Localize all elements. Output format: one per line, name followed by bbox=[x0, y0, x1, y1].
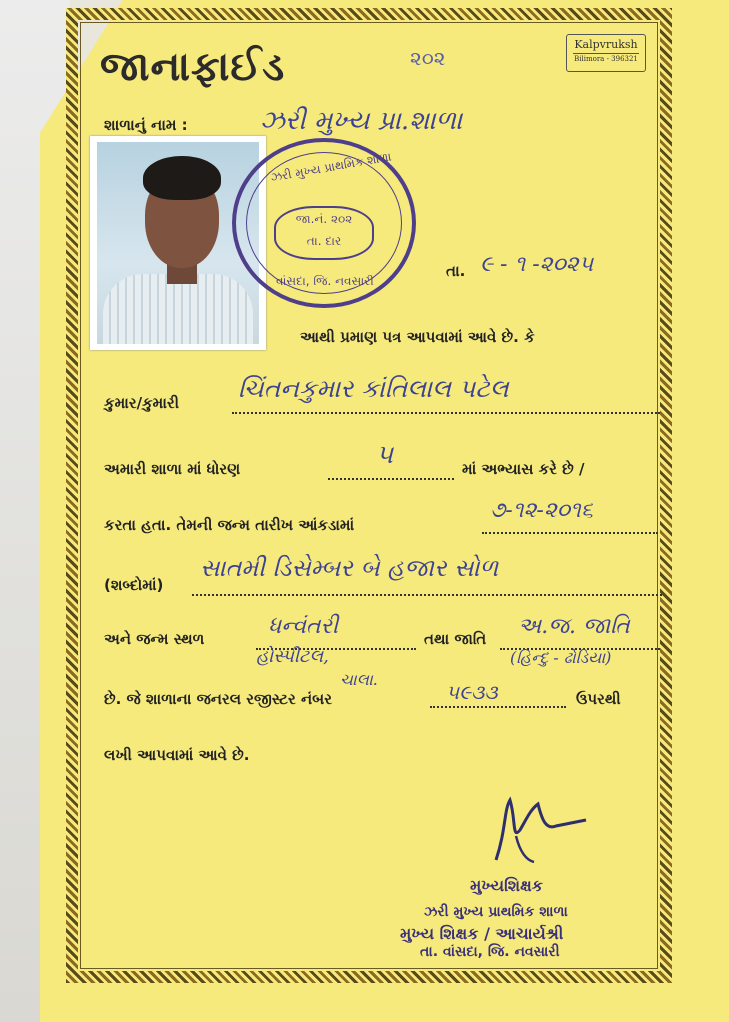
school-name-label: શાળાનું નામ : bbox=[104, 116, 188, 134]
signature-title: મુખ્યશિક્ષક bbox=[470, 876, 543, 895]
birthplace-value-line3: ચાલા. bbox=[340, 670, 378, 689]
dob-dotted-line bbox=[482, 532, 658, 534]
register-label: છે. જે શાળાના જનરલ રજીસ્ટર નંબર bbox=[104, 690, 332, 708]
date-value: ૯ - ૧ -૨૦૨૫ bbox=[480, 252, 594, 277]
standard-dotted-line bbox=[328, 478, 454, 480]
register-dotted-line bbox=[430, 706, 566, 708]
signature-stamp-line1: ઝરી મુખ્ય પ્રાથમિક શાળા bbox=[424, 904, 568, 920]
caste-label: તથા જાતિ bbox=[424, 630, 487, 648]
intro-text: આથી પ્રમાણ પત્ર આપવામાં આવે છે. કે bbox=[300, 328, 535, 346]
caste-subvalue: (હિન્દુ - ઢોડિયા) bbox=[510, 648, 612, 667]
signature-stamp-line2: મુખ્ય શિક્ષક / આચાર્યશ્રી bbox=[400, 924, 564, 943]
dob-label: કરતા હતા. તેમની જન્મ તારીખ આંકડામાં bbox=[104, 516, 355, 534]
standard-value: ૫ bbox=[376, 440, 394, 470]
birthplace-value-line2: હોસ્પીટલ, bbox=[256, 646, 329, 667]
handwritten-serial-number: ૨૦૨ bbox=[410, 46, 446, 70]
printer-logo-place: Bilimora - 396321 bbox=[574, 55, 638, 63]
register-suffix: ઉપરથી bbox=[576, 690, 621, 708]
seal-bottom-text: વાંસદા, જિ. નવસારી bbox=[276, 274, 374, 288]
school-name-value: ઝરી મુખ્ય પ્રા.શાળા bbox=[260, 106, 463, 136]
dob-words-dotted-line bbox=[192, 594, 662, 596]
birthplace-value: ધન્વંતરી bbox=[268, 614, 339, 639]
birthplace-label: અને જન્મ સ્થળ bbox=[104, 630, 205, 648]
seal-inner-line2: તા. દાર bbox=[306, 234, 342, 248]
certificate-title: જાનાફાઈડ bbox=[100, 44, 286, 90]
principal-signature bbox=[486, 790, 596, 870]
dob-words-label: (શબ્દોમાં) bbox=[104, 576, 164, 594]
printer-logo-name: Kalpvruksh bbox=[574, 38, 638, 51]
closing-text: લખી આપવામાં આવે છે. bbox=[104, 746, 250, 764]
printer-logo bbox=[566, 34, 646, 72]
dob-words-value: સાતમી ડિસેમ્બર બે હજાર સોળ bbox=[200, 554, 499, 582]
signature-stamp-line3: તા. વાંસદા, જિ. નવસારી bbox=[420, 944, 560, 960]
seal-inner-line1: જા.નં. ૨૦૨ bbox=[295, 212, 353, 226]
register-value: ૫૯૩૩ bbox=[446, 680, 498, 704]
dob-value: ૭-૧૨-૨૦૧૬ bbox=[490, 498, 594, 523]
standard-label: અમારી શાળા માં ધોરણ bbox=[104, 460, 241, 478]
student-name-value: ચિંતનકુમાર કાંતિલાલ પટેલ bbox=[238, 374, 509, 403]
caste-value: અ.જ. જાતિ bbox=[518, 614, 630, 639]
student-dotted-line bbox=[232, 412, 660, 414]
seal-top-text: ઝરી મુખ્ય પ્રાથમિક શાળા bbox=[269, 149, 393, 185]
standard-suffix: માં અભ્યાસ કરે છે / bbox=[462, 460, 585, 478]
school-seal bbox=[232, 138, 416, 308]
student-label: કુમાર/કુમારી bbox=[104, 394, 179, 412]
seal-inner bbox=[274, 206, 374, 260]
date-label: તા. bbox=[446, 262, 466, 280]
